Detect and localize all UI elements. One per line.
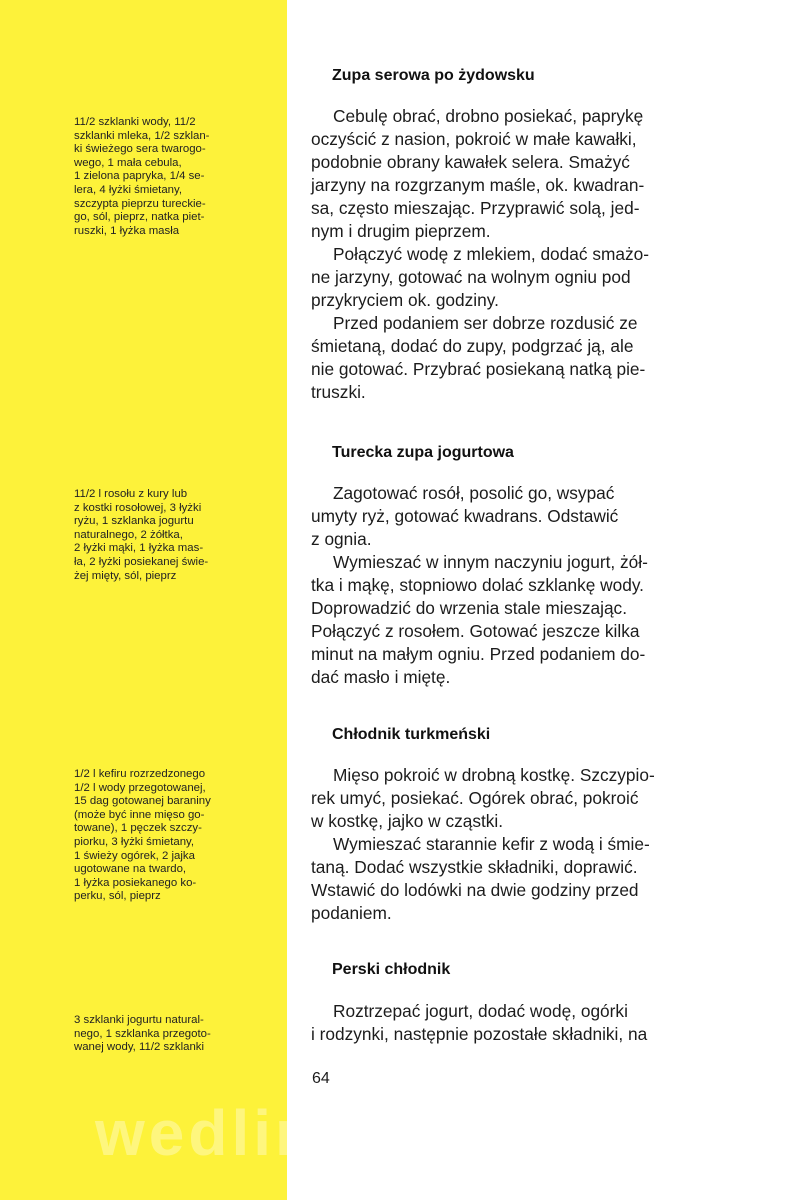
- recipe-title-zupa-serowa: Zupa serowa po żydowsku: [332, 67, 535, 84]
- recipe-paragraph: Roztrzepać jogurt, dodać wodę, ogórki i rodzynki, następnie pozostałe składniki, na: [311, 1001, 648, 1044]
- recipe-paragraph: Zagotować rosół, posolić go, wsypać umyty ryż, gotować kwadrans. Odstawić z ognia.: [311, 483, 619, 549]
- recipe-paragraph: Wymieszać w innym naczyniu jogurt, żół- tka i mąkę, stopniowo dolać szklankę wody. Doprowadzić do wrzenia stale mieszając. Połączyć z rosołem. Gotować jeszcze kilka minut na małym ogniu. Przed podaniem do- dać masło i miętę.: [311, 552, 648, 687]
- recipe-paragraph: Połączyć wodę z mlekiem, dodać smażo- ne jarzyny, gotować na wolnym ogniu pod przykryciem ok. godziny.: [311, 244, 649, 310]
- recipe-paragraph: Mięso pokroić w drobną kostkę. Szczypio- rek umyć, posiekać. Ogórek obrać, pokroić w kostkę, jajko w cząstki.: [311, 765, 655, 831]
- recipe-body-chlodnik-turkmenski: [311, 764, 735, 925]
- recipe-paragraph: Cebulę obrać, drobno posiekać, paprykę oczyścić z nasion, pokroić w małe kawałki, podobnie obrany kawałek selera. Smażyć jarzyny na rozgrzanym maśle, ok. kwadran- sa, często mieszając. Przyprawić solą, jed- nym i drugim pieprzem.: [311, 106, 645, 241]
- page-number: 64: [312, 1070, 330, 1087]
- ingredients-chlodnik-turkmenski: 1/2 l kefiru rozrzedzonego 1/2 l wody przegotowanej, 15 dag gotowanej baraniny (może być inne mięso go- towane), 1 pęczek szczy- piorku, 3 łyżki śmietany, 1 świeży ogórek, 2 jajka ugotowane na twardo, 1 łyżka posiekanego ko- perku, sól, pieprz: [74, 768, 211, 903]
- recipe-body-zupa-serowa: [311, 105, 735, 404]
- recipe-title-turecka-zupa: Turecka zupa jogurtowa: [332, 444, 514, 461]
- recipe-paragraph: Przed podaniem ser dobrze rozdusić ze śmietaną, dodać do zupy, podgrzać ją, ale nie gotować. Przybrać posiekaną natką pie- truszki.: [311, 313, 646, 402]
- watermark: wedlinydomowe.pl: [95, 1097, 728, 1169]
- ingredients-turecka-zupa: 11/2 l rosołu z kury lub z kostki rosołowej, 3 łyżki ryżu, 1 szklanka jogurtu naturalnego, 2 żółtka, 2 łyżki mąki, 1 łyżka mas- ła, 2 łyżki posiekanej świe- żej mięty, sól, pieprz: [74, 488, 209, 582]
- ingredients-zupa-serowa: 11/2 szklanki wody, 11/2 szklanki mleka, 1/2 szklan- ki świeżego sera twarogo- wego, 1 mała cebula, 1 zielona papryka, 1/4 se- lera, 4 łyżki śmietany, szczypta pieprzu tureckie- go, sól, pieprz, natka piet- ruszki, 1 łyżka masła: [74, 116, 210, 237]
- recipe-body-perski-chlodnik: [311, 1000, 735, 1046]
- ingredients-perski-chlodnik: 3 szklanki jogurtu natural- nego, 1 szklanka przegoto- wanej wody, 11/2 szklanki: [74, 1014, 211, 1054]
- recipe-body-turecka-zupa: [311, 482, 735, 689]
- recipe-title-chlodnik-turkmenski: Chłodnik turkmeński: [332, 726, 491, 743]
- recipe-paragraph: Wymieszać starannie kefir z wodą i śmie- taną. Dodać wszystkie składniki, doprawić. Wstawić do lodówki na dwie godziny przed podaniem.: [311, 834, 650, 923]
- recipe-title-perski-chlodnik: Perski chłodnik: [332, 961, 451, 978]
